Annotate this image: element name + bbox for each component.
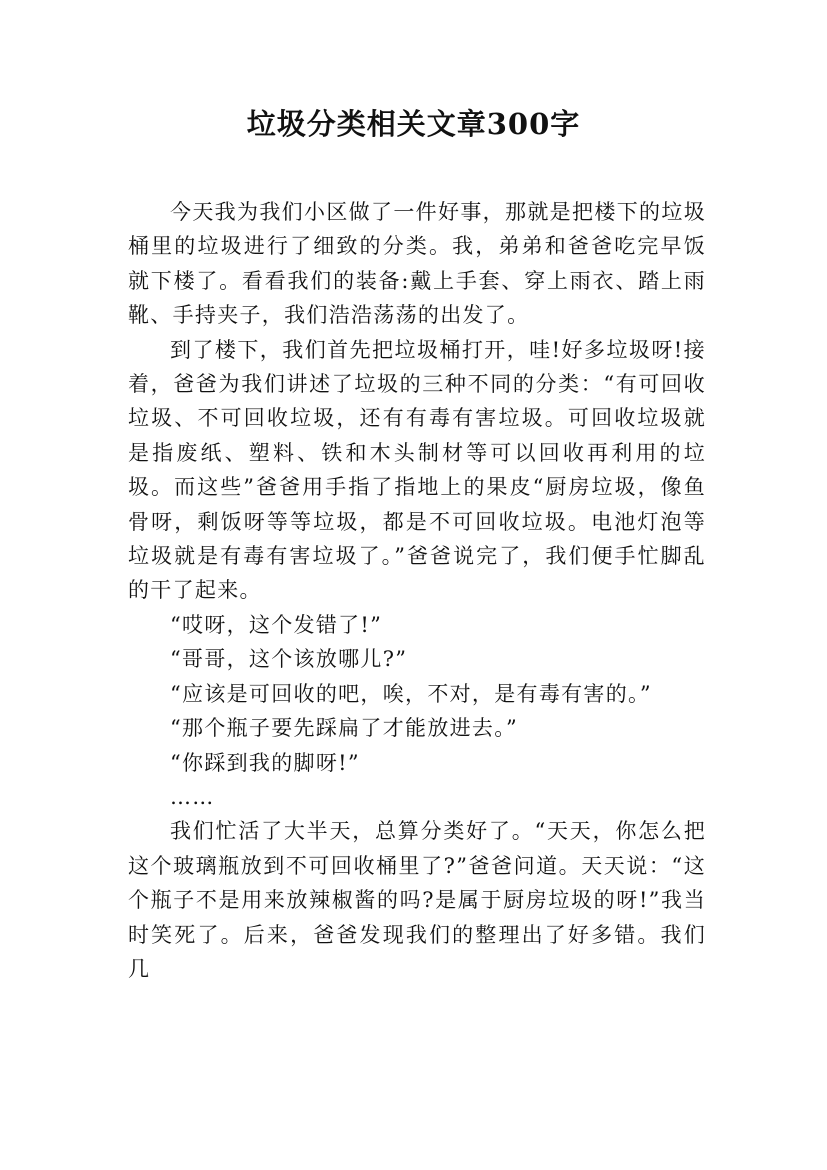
paragraph: 我们忙活了大半天，总算分类好了。“天天，你怎么把这个玻璃瓶放到不可回收桶里了?”爸爸问道。天天说：“这个瓶子不是用来放辣椒酱的吗?是属于厨房垃圾的呀!”我当时笑死了。后来，爸爸发现我们的整理出了好多错。我们几 [128,819,706,981]
paragraph: …… [170,784,215,809]
paragraph: “你踩到我的脚呀!” [170,750,360,775]
document-body [128,195,706,986]
paragraph: 到了楼下，我们首先把垃圾桶打开，哇!好多垃圾呀!接着，爸爸为我们讲述了垃圾的三种不同的分类：“有可回收垃圾、不可回收垃圾，还有有毒有害垃圾。可回收垃圾就是指废纸、塑料、铁和木头制材等可以回收再利用的垃圾。而这些”爸爸用手指了指地上的果皮“厨房垃圾，像鱼骨呀，剩饭呀等等垃圾，都是不可回收垃圾。电池灯泡等垃圾就是有毒有害垃圾了。”爸爸说完了，我们便手忙脚乱的干了起来。 [128,337,706,603]
paragraph: “应该是可回收的吧，唉，不对，是有毒有害的。” [170,681,652,706]
document-title: 垃圾分类相关文章300字 [246,107,581,141]
paragraph: “哥哥，这个该放哪儿?” [170,647,408,672]
paragraph: 今天我为我们小区做了一件好事，那就是把楼下的垃圾桶里的垃圾进行了细致的分类。我，弟弟和爸爸吃完早饭就下楼了。看看我们的装备:戴上手套、穿上雨衣、踏上雨靴、手持夹子，我们浩浩荡荡的出发了。 [128,200,706,328]
paragraph: “哎呀，这个发错了!” [170,612,383,637]
paragraph: “那个瓶子要先踩扁了才能放进去。” [170,716,519,741]
